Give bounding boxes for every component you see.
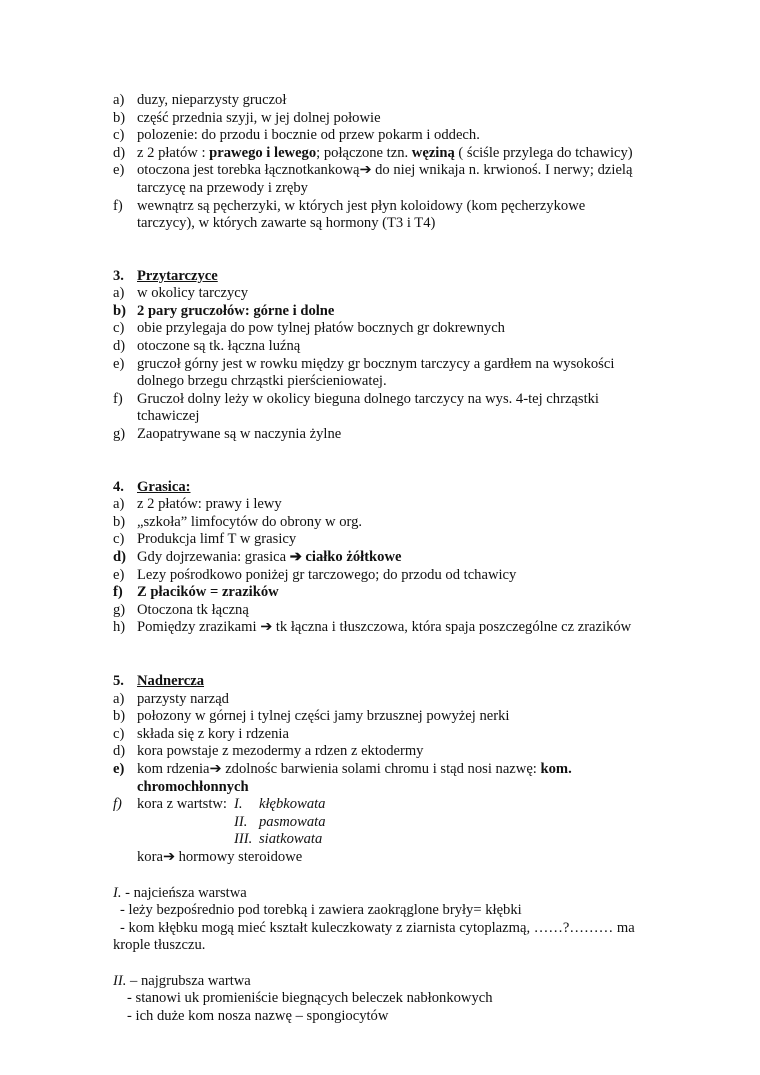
layer-number: III. xyxy=(234,831,253,848)
list-marker: d) xyxy=(113,548,126,565)
text-run: Gdy dojrzewania: grasica xyxy=(137,548,290,565)
list-marker: f) xyxy=(113,796,122,813)
list-text: Z płacików = zrazików xyxy=(137,584,279,601)
text-run: zdolnośc barwienia solami chromu i stąd nosi nazwę: xyxy=(221,761,541,777)
paragraph-text: krople tłuszczu. xyxy=(113,937,206,954)
layer-heading xyxy=(113,973,251,991)
list-marker: f) xyxy=(113,390,123,407)
list-text: dolnego brzegu chrząstki pierścieniowatej. xyxy=(137,373,387,390)
text-run: do niej wnikaja n. krwionoś. I nerwy; dzielą xyxy=(371,162,633,179)
paragraph-text: - kom kłębku mogą mieć kształt kuleczkowaty z ziarnista cytoplazmą, ……?……… ma xyxy=(120,919,635,936)
list-marker: c) xyxy=(113,725,125,742)
layer-number: I. xyxy=(234,796,243,813)
list-text: tarczycy), w których zawarte są hormony (T3 i T4) xyxy=(137,215,436,232)
arrow-icon: ➔ xyxy=(359,162,372,179)
bold-term: kom. xyxy=(540,761,572,777)
list-marker: c) xyxy=(113,320,125,337)
list-marker: a) xyxy=(113,285,125,302)
list-text: Gruczoł dolny leży w okolicy bieguna dolnego tarczycy na wys. 4-tej chrząstki xyxy=(137,390,599,407)
list-marker: d) xyxy=(113,144,126,161)
list-text xyxy=(137,761,572,779)
list-marker: e) xyxy=(113,761,125,777)
list-marker: e) xyxy=(113,162,125,179)
list-text: duzy, nieparzysty gruczoł xyxy=(137,92,287,108)
paragraph-text: - ich duże kom nosza nazwę – spongiocytów xyxy=(127,1007,389,1024)
arrow-icon: ➔ xyxy=(260,619,273,636)
list-text: Produkcja limf T w grasicy xyxy=(137,531,297,548)
list-marker: c) xyxy=(113,531,125,548)
list-marker: a) xyxy=(113,496,125,513)
text-run: tk łączna i tłuszczowa, która spaja poszczególne cz zrazików xyxy=(272,619,632,636)
arrow-icon: ➔ xyxy=(289,548,302,565)
paragraph-text: - stanowi uk promieniście biegnących beleczek nabłonkowych xyxy=(127,990,493,1007)
list-text xyxy=(137,549,402,567)
layer-number: I. xyxy=(113,884,122,901)
paragraph-line xyxy=(120,920,635,938)
list-marker: b) xyxy=(113,302,126,319)
list-marker: g) xyxy=(113,425,126,442)
list-text: Lezy pośrodkowo poniżej gr tarczowego; do przodu od tchawicy xyxy=(137,566,517,583)
list-text: kora z wartstw: xyxy=(137,796,227,813)
text-run: hormowy steroidowe xyxy=(174,849,303,865)
layer-name: siatkowata xyxy=(259,831,323,848)
list-text: połozony w górnej i tylnej części jamy brzusznej powyżej nerki xyxy=(137,708,510,725)
list-text xyxy=(137,145,633,163)
text-run: kora xyxy=(137,849,163,865)
list-text: obie przylegaja do pow tylnej płatów bocznych gr dokrewnych xyxy=(137,320,505,337)
list-text: z 2 płatów: prawy i lewy xyxy=(137,496,282,513)
paragraph-line xyxy=(120,902,522,920)
list-text: w okolicy tarczycy xyxy=(137,285,249,302)
list-text: Zaopatrywane są w naczynia żylne xyxy=(137,425,342,442)
list-marker: h) xyxy=(113,619,126,636)
list-text: gruczoł górny jest w rowku między gr bocznym tarczycy a gardłem na wysokości xyxy=(137,355,615,372)
list-text: parzysty narząd xyxy=(137,690,229,707)
layer-heading-text: – najgrubsza wartwa xyxy=(126,972,251,989)
arrow-icon: ➔ xyxy=(209,761,222,777)
list-marker: d) xyxy=(113,743,126,760)
list-marker: c) xyxy=(113,127,125,144)
layer-heading xyxy=(113,885,247,903)
list-marker: b) xyxy=(113,109,126,126)
section-number: 4. xyxy=(113,478,124,495)
paragraph-line xyxy=(127,1008,388,1026)
layer-heading-text: - najcieńsza warstwa xyxy=(121,884,247,901)
list-text xyxy=(137,619,631,637)
list-text: składa się z kory i rdzenia xyxy=(137,725,289,742)
paragraph-line xyxy=(127,990,493,1008)
list-marker: e) xyxy=(113,566,125,583)
text-run: z 2 płatów : xyxy=(137,144,210,161)
layer-number: II. xyxy=(234,813,248,830)
text-run: ; połączone tzn. xyxy=(316,144,412,161)
list-marker: b) xyxy=(113,513,126,530)
list-text: polozenie: do przodu i bocznie od przew pokarm i oddech. xyxy=(137,127,480,144)
list-text: otoczone są tk. łączna luźną xyxy=(137,337,301,354)
text-run: otoczona jest torebka łącznotkankową xyxy=(137,162,360,179)
list-marker: b) xyxy=(113,708,126,725)
list-text: chromochłonnych xyxy=(137,778,249,795)
list-text: część przednia szyji, w jej dolnej połowie xyxy=(137,109,381,126)
bold-term: węziną xyxy=(411,144,455,161)
section-title: Przytarczyce xyxy=(137,267,218,284)
text-run: Pomiędzy zrazikami xyxy=(137,619,261,636)
arrow-icon: ➔ xyxy=(162,849,176,865)
section-number: 5. xyxy=(113,673,124,689)
list-marker: e) xyxy=(113,355,125,372)
paragraph-line xyxy=(113,937,205,955)
section-title: Grasica: xyxy=(137,478,191,495)
section-title: Nadnercza xyxy=(137,673,205,689)
layer-name: pasmowata xyxy=(259,813,326,830)
list-text: tarczycę na przewody i zręby xyxy=(137,180,308,196)
layer-number: II. xyxy=(113,972,127,989)
layer-name: kłębkowata xyxy=(259,796,326,813)
list-text: 2 pary gruczołów: górne i dolne xyxy=(137,302,335,319)
list-marker: g) xyxy=(113,601,126,618)
list-marker: f) xyxy=(113,197,123,214)
text-run: ( ściśle przylega do tchawicy) xyxy=(454,144,633,161)
section-number: 3. xyxy=(113,267,124,284)
paragraph-text: - leży bezpośrednio pod torebką i zawiera zaokrąglone bryły= kłębki xyxy=(120,902,522,919)
list-text: wewnątrz są pęcherzyki, w których jest płyn koloidowy (kom pęcherzykowe xyxy=(137,197,586,214)
list-text xyxy=(137,162,632,180)
text-run: kom rdzenia xyxy=(137,761,210,777)
list-text: kora powstaje z mezodermy a rdzen z ektodermy xyxy=(137,743,424,760)
list-text xyxy=(137,849,302,867)
list-marker: a) xyxy=(113,690,125,707)
list-marker: a) xyxy=(113,92,125,108)
list-marker: d) xyxy=(113,337,126,354)
list-text: „szkoła” limfocytów do obrony w org. xyxy=(137,513,363,530)
list-text: Otoczona tk łączną xyxy=(137,601,249,618)
bold-term: ciałko żółtkowe xyxy=(305,548,402,565)
list-text: tchawiczej xyxy=(137,408,200,425)
list-marker: f) xyxy=(113,584,123,601)
bold-term: prawego i lewego xyxy=(209,144,317,161)
